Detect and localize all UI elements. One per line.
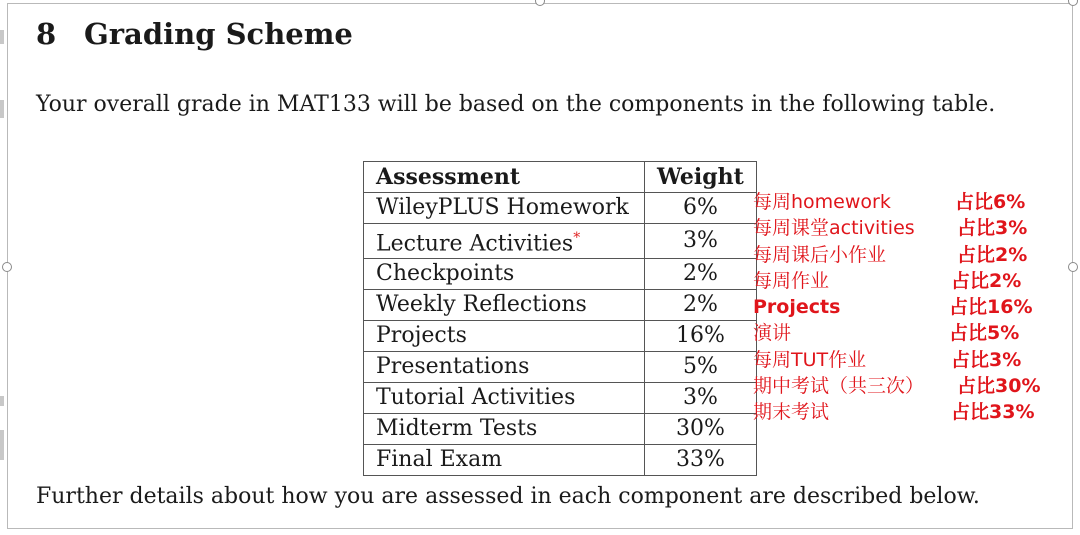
annotation-row bbox=[753, 373, 1053, 399]
weight-cell: 3% bbox=[645, 224, 757, 259]
annotation-label: 每周课后小作业 bbox=[753, 243, 887, 266]
assessment-cell: Projects bbox=[364, 321, 645, 352]
table-header-row bbox=[364, 162, 757, 193]
weight-cell: 3% bbox=[645, 383, 757, 414]
annotation-label: 期中考试（共三次） bbox=[753, 375, 925, 398]
table-row bbox=[364, 414, 757, 445]
annotation-row bbox=[753, 294, 1053, 320]
annotation-percent: 占比2% bbox=[957, 243, 1028, 266]
table-row bbox=[364, 224, 757, 259]
grading-table bbox=[363, 161, 757, 476]
table-row bbox=[364, 445, 757, 476]
annotation-percent: 占比3% bbox=[951, 348, 1022, 371]
annotation-percent: 占比16% bbox=[949, 296, 1033, 319]
weight-cell: 2% bbox=[645, 259, 757, 290]
table-row bbox=[364, 290, 757, 321]
left-edge-mark bbox=[0, 396, 4, 406]
annotation-percent: 占比33% bbox=[951, 401, 1035, 424]
weight-cell: 33% bbox=[645, 445, 757, 476]
annotation-label: 演讲 bbox=[753, 322, 792, 345]
resize-handle-top-right[interactable] bbox=[1068, 0, 1078, 6]
intro-paragraph: Your overall grade in MAT133 will be based on the components in the following table. bbox=[36, 92, 996, 117]
annotation-percent: 占比2% bbox=[951, 269, 1022, 292]
annotation-label: Projects bbox=[753, 296, 841, 319]
annotation-row bbox=[753, 399, 1053, 425]
annotation-row bbox=[753, 347, 1053, 373]
assessment-label: Lecture Activities bbox=[376, 231, 574, 257]
asterisk-marker: * bbox=[573, 230, 581, 246]
assessment-cell: Presentations bbox=[364, 352, 645, 383]
table-row bbox=[364, 352, 757, 383]
weight-cell: 5% bbox=[645, 352, 757, 383]
weight-cell: 30% bbox=[645, 414, 757, 445]
table-row bbox=[364, 383, 757, 414]
table-row bbox=[364, 259, 757, 290]
annotation-row bbox=[753, 242, 1053, 268]
assessment-cell: Tutorial Activities bbox=[364, 383, 645, 414]
section-title: Grading Scheme bbox=[84, 17, 353, 51]
chinese-annotations bbox=[753, 189, 1053, 426]
assessment-cell bbox=[364, 224, 645, 259]
annotation-row bbox=[753, 268, 1053, 294]
annotation-percent: 占比3% bbox=[957, 217, 1028, 240]
annotation-percent: 占比5% bbox=[949, 322, 1020, 345]
assessment-cell: Final Exam bbox=[364, 445, 645, 476]
header-weight: Weight bbox=[645, 162, 757, 193]
annotation-percent: 占比30% bbox=[957, 375, 1041, 398]
resize-handle-middle-left[interactable] bbox=[2, 262, 12, 272]
annotation-label: 每周TUT作业 bbox=[753, 348, 867, 371]
table-row bbox=[364, 193, 757, 224]
annotation-row bbox=[753, 189, 1053, 215]
annotation-row bbox=[753, 215, 1053, 241]
weight-cell: 6% bbox=[645, 193, 757, 224]
left-edge-mark bbox=[0, 430, 4, 460]
assessment-cell: Checkpoints bbox=[364, 259, 645, 290]
assessment-cell: Weekly Reflections bbox=[364, 290, 645, 321]
assessment-cell: WileyPLUS Homework bbox=[364, 193, 645, 224]
annotation-percent: 占比6% bbox=[955, 191, 1026, 213]
annotation-label: 每周课堂activities bbox=[753, 217, 915, 240]
annotation-label: 期末考试 bbox=[753, 401, 830, 424]
outro-paragraph: Further details about how you are assessed in each component are described below. bbox=[36, 484, 980, 509]
left-edge-mark bbox=[0, 30, 4, 44]
left-edge-mark bbox=[0, 100, 4, 118]
table-row bbox=[364, 321, 757, 352]
section-heading bbox=[36, 17, 353, 51]
assessment-cell: Midterm Tests bbox=[364, 414, 645, 445]
section-number: 8 bbox=[36, 17, 57, 51]
weight-cell: 2% bbox=[645, 290, 757, 321]
weight-cell: 16% bbox=[645, 321, 757, 352]
annotation-row bbox=[753, 320, 1053, 346]
header-assessment: Assessment bbox=[364, 162, 645, 193]
annotation-label: 每周作业 bbox=[753, 269, 830, 292]
annotation-label: 每周homework bbox=[753, 191, 891, 213]
resize-handle-middle-right[interactable] bbox=[1068, 262, 1078, 272]
